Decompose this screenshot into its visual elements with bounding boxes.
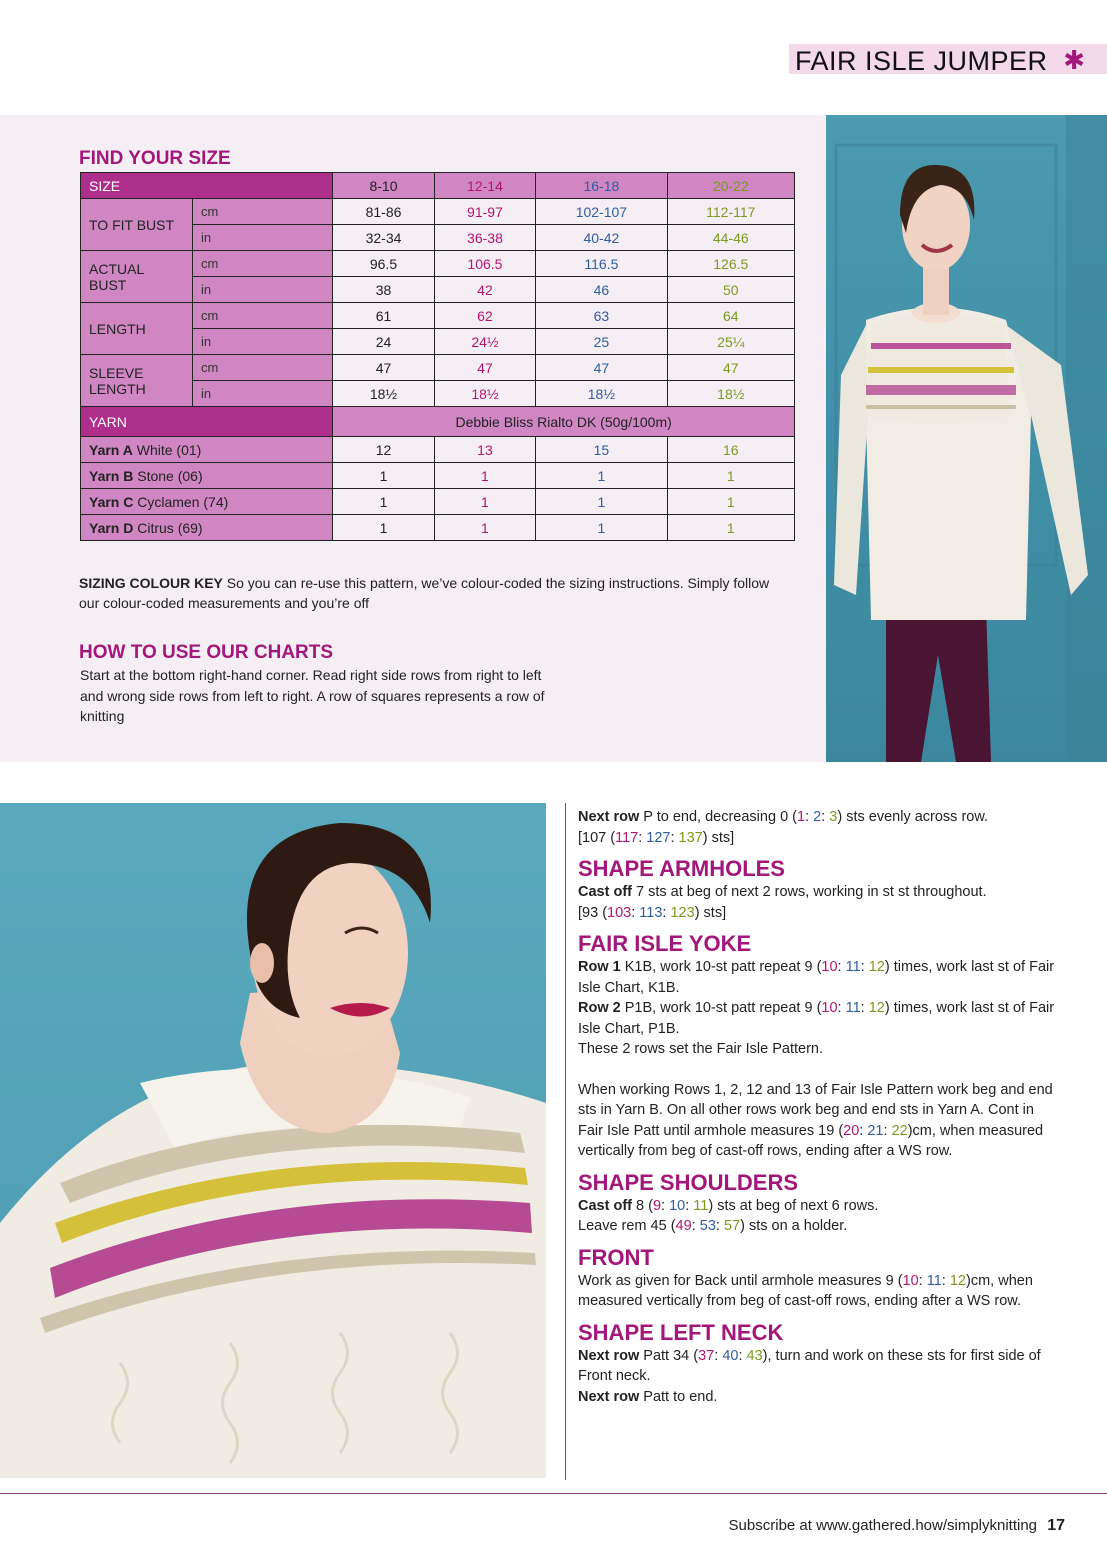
size-value: 9: [804, 959, 813, 975]
unit-label: in: [193, 329, 333, 355]
text: Patt to end.: [643, 1388, 718, 1405]
size-value: 19: [818, 1122, 835, 1139]
yoke-set-text: These 2 rows set the Fair Isle Pattern.: [578, 1041, 823, 1057]
front-heading: FRONT: [578, 1244, 654, 1270]
sizing-key-text: So you can re-use this pattern, we’ve colour-coded the sizing instructions. Simply follow our colour-coded measurements and you’re off: [79, 575, 770, 611]
table-cell: 91-97: [434, 199, 535, 225]
size-value: 57: [723, 1218, 741, 1234]
left-neck-para: Next row Patt 34 (37: 40: 43), turn and work on these sts for first side of Front neck. Next row Patt to end.: [578, 1347, 1041, 1405]
yarn-row-label: [81, 489, 333, 515]
table-cell: 38: [333, 277, 434, 303]
size-4: 20-22: [667, 173, 794, 199]
table-cell: 15: [536, 437, 667, 463]
table-row: [81, 355, 795, 381]
size-value: 3: [829, 809, 838, 825]
sizing-key-label: SIZING COLOUR KEY: [79, 575, 223, 591]
text: cm, when measured vertically from beg of cast-off rows, ending after a WS row.: [578, 1122, 1044, 1159]
yarn-header-row: [81, 407, 795, 437]
text: Leave rem: [578, 1218, 647, 1234]
photo-illustration: [826, 115, 1107, 762]
size-value: 45: [650, 1218, 667, 1234]
size-value: 117: [615, 829, 639, 846]
armholes-para: Cast off 7 sts at beg of next 2 rows, working in st st throughout. [93 (103: 113: 123) sts]: [578, 884, 987, 921]
table-cell: 1: [434, 463, 535, 489]
size-value: 113: [639, 904, 663, 921]
table-cell: 25: [536, 329, 667, 355]
model-full-photo: [826, 115, 1107, 762]
yarn-label: YARN: [81, 407, 333, 437]
size-value: 1: [797, 809, 806, 825]
row-label: SLEEVE LENGTH: [81, 355, 193, 407]
table-cell: 25¼: [667, 329, 794, 355]
charts-text: Start at the bottom right-hand corner. Read right side rows from right to left and wrong side rows from left to right. A row of squares represents a row of knitting: [80, 667, 545, 724]
yarn-name-bold: Yarn A: [89, 441, 133, 458]
table-cell: 13: [434, 437, 535, 463]
row-label: LENGTH: [81, 303, 193, 355]
table-cell: 24: [333, 329, 434, 355]
size-value: 11: [693, 1197, 709, 1214]
size-2: 12-14: [434, 173, 535, 199]
size-value: 11: [845, 959, 861, 975]
table-cell: 64: [667, 303, 794, 329]
front-para: Work as given for Back until armhole measures 9 (10: 11: 12)cm, when measured vertically from beg of cast-off rows, ending after a WS row.: [578, 1272, 1033, 1309]
table-cell: 1: [536, 515, 667, 541]
table-cell: 1: [536, 463, 667, 489]
table-cell: 47: [667, 355, 794, 381]
table-row: [81, 515, 795, 541]
charts-heading: HOW TO USE OUR CHARTS: [79, 642, 334, 663]
table-cell: 18½: [434, 381, 535, 407]
table-row: [81, 437, 795, 463]
text: sts at beg of next 6 rows.: [717, 1197, 879, 1214]
size-value: 9: [885, 1272, 894, 1289]
find-your-size-heading: FIND YOUR SIZE: [79, 148, 231, 169]
page-number: 17: [1047, 1517, 1065, 1534]
table-cell: 63: [536, 303, 667, 329]
text: P1B, work 10-st patt repeat: [624, 1000, 801, 1016]
table-cell: 62: [434, 303, 535, 329]
table-cell: 1: [333, 463, 434, 489]
size-value: 20: [843, 1122, 860, 1139]
table-cell: 116.5: [536, 251, 667, 277]
unit-label: in: [193, 225, 333, 251]
size-value: 9: [652, 1197, 662, 1214]
size-value: 123: [670, 904, 695, 921]
yarn-row-label: [81, 515, 333, 541]
size-value: 0: [780, 809, 789, 825]
size-value: 53: [699, 1218, 716, 1234]
text: P to end, decreasing: [643, 809, 777, 825]
table-cell: 47: [333, 355, 434, 381]
footer: [729, 1517, 1065, 1535]
size-value: 137: [678, 829, 703, 846]
table-cell: 18½: [536, 381, 667, 407]
yarn-row-label: [81, 463, 333, 489]
text: K1B, work 10-st patt repeat: [624, 959, 801, 975]
row-label: ACTUAL BUST: [81, 251, 193, 303]
unit-label: cm: [193, 303, 333, 329]
footer-divider: [0, 1493, 1107, 1494]
sizing-colour-key: [79, 573, 779, 613]
table-cell: 1: [333, 515, 434, 541]
yarn-colour: Cyclamen (74): [137, 493, 229, 510]
table-cell: 1: [667, 489, 794, 515]
table-cell: 47: [434, 355, 535, 381]
table-cell: 106.5: [434, 251, 535, 277]
text: sts evenly across row.: [846, 809, 989, 825]
table-cell: 40-42: [536, 225, 667, 251]
shape-armholes-heading: SHAPE ARMHOLES: [578, 856, 785, 881]
size-value: 11: [926, 1272, 942, 1289]
unit-label: cm: [193, 355, 333, 381]
section-title: FAIR ISLE JUMPER: [795, 46, 1048, 76]
shoulders-para: Cast off 8 (9: 10: 11) sts at beg of next 6 rows. Leave rem 45 (49: 53: 57) sts on a holder.: [578, 1197, 879, 1234]
label: Next row: [578, 1388, 640, 1405]
table-cell: 46: [536, 277, 667, 303]
text: times, work last st of Fair Isle Chart, K1B.: [578, 959, 1055, 996]
text: times, work last st of Fair Isle Chart, P1B.: [578, 1000, 1055, 1037]
size-table: [80, 172, 795, 541]
table-cell: 42: [434, 277, 535, 303]
table-cell: 96.5: [333, 251, 434, 277]
size-value: 43: [746, 1347, 763, 1364]
table-row: [81, 251, 795, 277]
size-value: 49: [675, 1218, 692, 1234]
table-cell: 1: [667, 463, 794, 489]
size-header-row: [81, 173, 795, 199]
table-cell: 126.5: [667, 251, 794, 277]
section-header-tag: [789, 44, 1107, 74]
table-cell: 61: [333, 303, 434, 329]
table-cell: 1: [333, 489, 434, 515]
size-value: 127: [646, 829, 671, 846]
size-value: 34: [673, 1347, 690, 1364]
table-cell: 50: [667, 277, 794, 303]
fair-isle-yoke-heading: FAIR ISLE YOKE: [578, 931, 752, 956]
size-value: 10: [821, 1000, 838, 1016]
size-value: 22: [891, 1122, 908, 1139]
size-value: 10: [821, 959, 838, 975]
size-value: 10: [669, 1197, 686, 1214]
yarn-name-bold: Yarn D: [89, 519, 134, 536]
size-value: 12: [868, 959, 885, 975]
text: When working Rows 1, 2, 12 and 13 of Fair Isle Pattern work beg and end sts in Yarn B. On all other rows work beg and end sts in Yarn A. Cont in Fair Isle Patt until armhole measures: [578, 1081, 1053, 1139]
size-value: 107: [582, 829, 607, 846]
text: sts on a holder.: [748, 1218, 848, 1234]
size-value: 2: [813, 809, 822, 825]
table-cell: 12: [333, 437, 434, 463]
size-value: 8: [636, 1197, 645, 1214]
size-value: 11: [845, 1000, 861, 1016]
label: Row 2: [578, 1000, 621, 1016]
row-label: TO FIT BUST: [81, 199, 193, 251]
column-divider: [565, 803, 566, 1480]
size-value: 37: [698, 1347, 715, 1364]
unit-label: cm: [193, 251, 333, 277]
size-value: 12: [949, 1272, 966, 1289]
shape-shoulders-heading: SHAPE SHOULDERS: [578, 1169, 799, 1195]
table-cell: 36-38: [434, 225, 535, 251]
table-row: [81, 199, 795, 225]
table-cell: 47: [536, 355, 667, 381]
text: , turn and work on these sts for first side of Front neck.: [578, 1347, 1041, 1384]
size-1: 8-10: [333, 173, 434, 199]
yoke-row1: Row 1 K1B, work 10-st patt repeat 9 (10: 11: 12) times, work last st of Fair Isle Chart, K1B.: [578, 959, 1055, 996]
size-value: 21: [867, 1122, 884, 1139]
table-cell: 44-46: [667, 225, 794, 251]
yarn-colour: Citrus (69): [137, 519, 203, 536]
table-cell: 18½: [333, 381, 434, 407]
table-cell: 1: [536, 489, 667, 515]
table-cell: 18½: [667, 381, 794, 407]
table-cell: 16: [667, 437, 794, 463]
size-3: 16-18: [536, 173, 667, 199]
table-row: [81, 489, 795, 515]
unit-label: in: [193, 277, 333, 303]
size-value: 40: [722, 1347, 739, 1364]
table-cell: 1: [667, 515, 794, 541]
subscribe-link[interactable]: Subscribe at www.gathered.how/simplyknitting: [728, 1517, 1038, 1534]
size-value: 93: [582, 904, 599, 921]
yarn-colour: Stone (06): [137, 467, 203, 484]
table-cell: 32-34: [333, 225, 434, 251]
model-closeup-photo: [0, 803, 546, 1478]
table-cell: 24½: [434, 329, 535, 355]
label: Cast off: [578, 884, 632, 900]
table-cell: 1: [434, 515, 535, 541]
label: Row 1: [578, 959, 621, 975]
table-cell: 112-117: [667, 199, 794, 225]
yarn-name-bold: Yarn C: [89, 493, 134, 510]
table-row: [81, 463, 795, 489]
table-row: [81, 303, 795, 329]
label: Next row: [578, 809, 640, 825]
size-value: 9: [804, 1000, 813, 1016]
unit-label: in: [193, 381, 333, 407]
yarn-colour: White (01): [136, 441, 202, 458]
label: Next row: [578, 1347, 640, 1364]
shape-left-neck-heading: SHAPE LEFT NECK: [578, 1319, 784, 1345]
text: Work as given for Back until armhole measures: [578, 1272, 882, 1289]
label: Cast off: [578, 1197, 632, 1214]
flower-icon: ✱: [1063, 45, 1085, 75]
yoke-row2: Row 2 P1B, work 10-st patt repeat 9 (10: 11: 12) times, work last st of Fair Isle Chart, P1B.: [578, 1000, 1055, 1037]
yoke-para: When working Rows 1, 2, 12 and 13 of Fair Isle Pattern work beg and end sts in Yarn B. On all other rows work beg and end sts in Yarn A. Cont in Fair Isle Patt until armhole measures 19 (20: 21: 22)cm, when measured vertically from beg of cast-off rows, ending after a WS row.: [578, 1081, 1053, 1159]
size-label: SIZE: [81, 173, 333, 199]
table-cell: 1: [434, 489, 535, 515]
text: Patt: [643, 1347, 670, 1364]
photo-illustration: [0, 803, 546, 1478]
size-value: 12: [868, 1000, 885, 1016]
table-cell: 102-107: [536, 199, 667, 225]
next-row-para: Next row P to end, decreasing 0 (1: 2: 3) sts evenly across row. [107 (117: 127: 137) sts]: [578, 809, 989, 846]
text: 7 sts at beg of next 2 rows, working in st st throughout.: [636, 884, 987, 900]
table-cell: 81-86: [333, 199, 434, 225]
size-value: 10: [902, 1272, 919, 1289]
yarn-name-bold: Yarn B: [89, 467, 134, 484]
text: cm, when measured vertically from beg of cast-off rows, ending after a WS row.: [578, 1272, 1033, 1309]
pattern-instructions: [578, 807, 1058, 1407]
yarn-name: Debbie Bliss Rialto DK (50g/100m): [333, 407, 795, 437]
yarn-row-label: [81, 437, 333, 463]
size-value: 103: [607, 904, 632, 921]
unit-label: cm: [193, 199, 333, 225]
